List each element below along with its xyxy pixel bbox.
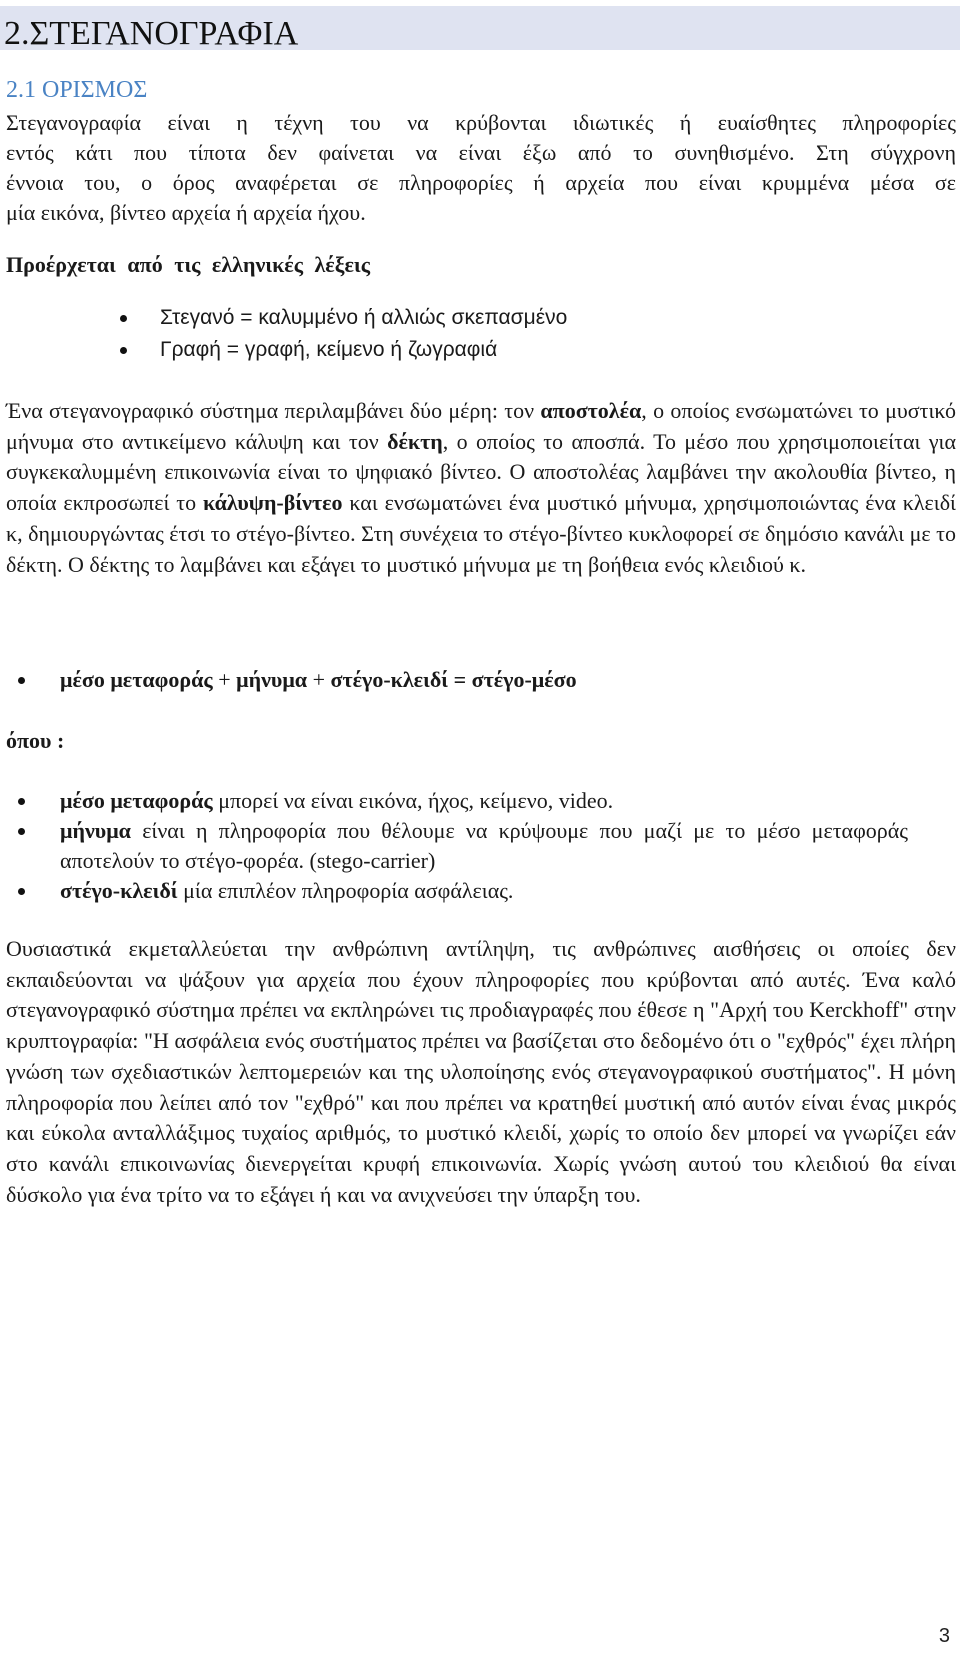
- system-text: , ο οποίος ενσωματώνει το μυστικό μήνυμα στο αντικείμενο κάλυψη και τον: [6, 398, 957, 454]
- definition-term: στέγο-κλειδί: [60, 878, 178, 903]
- list-item: [120, 334, 567, 366]
- system-text: και ενσωματώνει ένα μυστικό μήνυμα, χρησιμοποιώντας ένα κλειδί κ, δημιουργώντας έτσι το στέγο-βίντεο. Στη συνέχεια το στέγο-βίντεο κυκλοφορεί σε δημόσιο κανάλι με το δέκτη. Ο δέκτης το λαμβάνει και εξάγει το μυστικό μήνυμα με τη βοήθεια ενός κλειδιού κ.: [6, 490, 956, 577]
- system-paragraph: [6, 396, 956, 580]
- formula-result: στέγο-μέσο: [471, 667, 577, 692]
- bullet-icon: [120, 347, 127, 354]
- intro-line-1: Στεγανογραφία είναι η τέχνη του να κρύβονται ιδιωτικές ή ευαίσθητες πληροφορίες: [6, 110, 956, 135]
- greek-word-stegano: Στεγανό = καλυμμένο ή αλλιώς σκεπασμένο: [160, 306, 568, 329]
- formula-equals: =: [448, 667, 472, 692]
- system-text: Ένα στεγανογραφικό σύστημα περιλαμβάνει δύο μέρη: τον: [6, 398, 541, 423]
- sender-term: αποστολέα: [540, 398, 642, 423]
- formula-plus: +: [307, 667, 331, 692]
- list-item: [18, 816, 908, 876]
- bullet-icon: [18, 828, 25, 835]
- formula-carrier: μέσο μεταφοράς: [60, 667, 213, 692]
- page-number: 3: [938, 1625, 950, 1647]
- formula-message: μήνυμα: [236, 667, 308, 692]
- conclusion-paragraph: Ουσιαστικά εκμεταλλεύεται την ανθρώπινη αντίληψη, τις ανθρώπινες αισθήσεις οι οποίες δεν εκπαιδεύονται να ψάξουν για αρχεία που έχουν πληροφορίες που κρύβονται από αυτές. Ένα καλό στεγανογραφικό σύστημα πρέπει να εκπληρώνει τις προδιαγραφές που έθεσε η "Αρχή του Kerckhoff" στην κρυπτογραφία: "Η ασφάλεια ενός συστήματος πρέπει να βασίζεται στο δεδομένο ότι ο "εχθρός" έχει πλήρη γνώση των σχεδιαστικών λεπτομερειών και της υλοποίησης ενός στεγανογραφικού συστήματος". Η μόνη πληροφορία που λείπει από τον "εχθρό" και που πρέπει να κρατηθεί μυστική από αυτόν είναι ένας μικρός και εύκολα ανταλλάξιμος τυχαίος αριθμός, το μυστικό κλειδί, χωρίς το οποίο δεν μπορεί να γνωρίζει εάν στο κανάλι επικοινωνίας διενεργείται κρυφή επικοινωνία. Χωρίς γνώση αυτού του κλειδιού θα είναι δύσκολο για ένα τρίτο να το εξάγει ή και να ανιχνεύσει την ύπαρξη του.: [6, 936, 956, 1207]
- intro-line-4: μία εικόνα, βίντεο αρχεία ή αρχεία ήχου.: [6, 200, 366, 225]
- list-item: [18, 786, 908, 816]
- definition-text: μία επιπλέον πληροφορία ασφάλειας.: [177, 878, 514, 903]
- intro-line-2: εντός κάτι που τίποτα δεν φαίνεται να είναι έξω από το συνηθισμένο. Στη σύγχρονη: [6, 140, 956, 165]
- greek-words-list: [120, 302, 567, 366]
- bullet-icon: [18, 888, 25, 895]
- formula-plus: +: [212, 667, 237, 692]
- list-item: [120, 302, 567, 334]
- greek-word-grafi: Γραφή = γραφή, κείμενο ή ζωγραφιά: [160, 338, 498, 361]
- formula-key: στέγο-κλειδί: [330, 667, 449, 692]
- definition-term: μέσο μεταφοράς: [60, 788, 213, 813]
- receiver-term: δέκτη: [387, 428, 443, 454]
- bullet-icon: [120, 315, 127, 322]
- definition-text: μπορεί να είναι εικόνα, ήχος, κείμενο, video.: [212, 788, 614, 813]
- definition-text: είναι η πληροφορία που θέλουμε να κρύψουμε που μαζί με το μέσο μεταφοράς αποτελούν το στέγο-φορέα. (stego-carrier): [60, 818, 908, 873]
- bullet-icon: [18, 677, 25, 684]
- definition-term: μήνυμα: [60, 818, 131, 843]
- cover-video-term: κάλυψη-βίντεο: [203, 490, 343, 516]
- chapter-heading-bar: [0, 6, 960, 50]
- definitions-list: [18, 786, 908, 906]
- derivation-heading: Προέρχεται από τις ελληνικές λέξεις: [6, 252, 371, 277]
- system-text: , ο οποίος το αποσπά. Το μέσο που χρησιμοποιείται για συγκεκαλυμμένη επικοινωνία είναι το ψηφιακό βίντεο. Ο αποστολέας λαμβάνει την ακολουθία βίντεο, η οποία εκπροσωπεί το: [6, 428, 956, 516]
- section-title: 2.1 ΟΡΙΣΜΟΣ: [6, 77, 148, 103]
- chapter-title: 2.ΣΤΕΓΑΝΟΓΡΑΦΙΑ: [4, 15, 299, 52]
- where-label: όπου :: [6, 728, 65, 753]
- intro-line-3: έννοια του, ο όρος αναφέρεται σε πληροφορίες ή αρχεία που είναι κρυμμένα μέσα σε: [6, 170, 956, 195]
- list-item: [18, 876, 908, 906]
- bullet-icon: [18, 798, 25, 805]
